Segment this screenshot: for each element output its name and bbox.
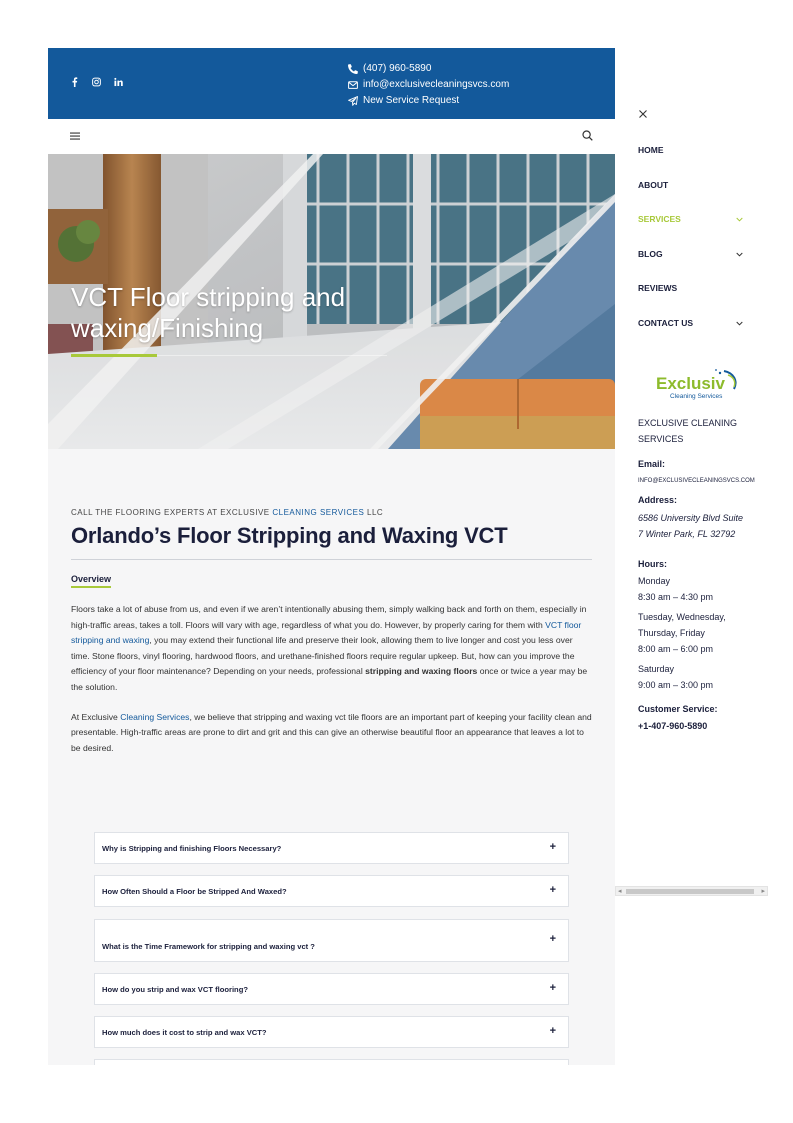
menu-item-contact-us[interactable]: CONTACT US [638,318,694,328]
chevron-down-icon[interactable] [736,252,743,257]
horizontal-scrollbar[interactable] [615,886,768,896]
hours-weekday-time: 8:00 am – 6:00 pm [638,644,714,654]
email-label: Email: [638,459,666,469]
plus-icon: + [549,982,556,994]
page-heading: Orlando’s Floor Stripping and Waxing VCT [71,523,508,548]
hours-saturday-time: 9:00 am – 3:00 pm [638,680,714,690]
paragraph-2 [71,710,592,757]
top-bar [48,48,615,119]
heading-divider [71,559,592,560]
hours-label: Hours: [638,559,667,569]
plus-icon: + [549,1025,556,1037]
logo-sub: Cleaning Services [670,393,723,400]
instagram-icon[interactable] [92,77,101,89]
eyebrow-link[interactable]: CLEANING SERVICES [272,508,365,517]
phone-icon [348,64,358,74]
customer-service-label: Customer Service: [638,704,718,714]
search-icon[interactable] [582,130,593,141]
page-frame [48,48,615,1065]
service-request-link[interactable]: New Service Request [363,95,460,106]
hours-weekday-days-2: Thursday, Friday [638,628,705,638]
tab-overview[interactable]: Overview [71,574,111,588]
facebook-icon[interactable] [70,77,79,89]
chevron-down-icon[interactable] [736,321,743,326]
faq-question: How Often Should a Floor be Stripped And Waxed? [102,887,287,896]
email-value[interactable]: INFO@EXCLUSIVECLEANINGSVCS.COM [638,478,755,484]
scrollbar-thumb[interactable] [626,889,754,894]
p2-b: , we believe that stripping and waxing vct tile floors are an important part of keeping your facility clean and presentable. High-traffic areas are prone to dirt and grit and this can give an otherwise beautiful floor an appearance that leaves a lot to be desired. [71,711,592,753]
scroll-right-icon[interactable]: ▸ [761,888,765,895]
company-logo[interactable] [654,367,748,403]
p1-bold: stripping and waxing floors [365,666,478,677]
eyebrow-pre: CALL THE FLOORING EXPERTS AT EXCLUSIVE [71,508,273,517]
eyebrow-text [71,508,592,517]
address-line-1: 6586 University Blvd Suite [638,513,744,523]
email-link[interactable]: info@exclusivecleaningsvcs.com [363,79,510,90]
envelope-icon [348,80,358,90]
faq-question: Why is Stripping and finishing Floors Necessary? [102,844,282,853]
contact-info [348,61,509,109]
p1-c: once or twice a year may be the solution. [71,666,588,692]
paragraph-1 [71,602,592,696]
cleaning-services-link[interactable]: Cleaning Services [120,711,190,722]
main-content [71,508,592,756]
faq-question: How much does it cost to strip and wax VCT? [102,1028,267,1037]
chevron-down-icon[interactable] [736,217,743,222]
hours-monday-day: Monday [638,576,671,586]
faq-item[interactable] [94,919,569,962]
hero-divider [157,355,387,356]
address-label: Address: [638,495,678,505]
phone-link[interactable]: (407) 960-5890 [363,63,432,74]
faq-item[interactable] [94,1016,569,1048]
hours-saturday-day: Saturday [638,664,675,674]
close-icon[interactable] [639,110,647,118]
plus-icon: + [549,884,556,896]
customer-service-phone[interactable]: +1-407-960-5890 [638,721,708,731]
vct-stripping-link[interactable]: VCT floor stripping and waxing [71,619,582,646]
p1-b: , you may extend their functional life and preserve their look, allowing them to live longer and cost you less over time. Stone floors, vinyl flooring, hardwood floors, and urethane-finished floors require regular upkeep. But, how can you improve the efficiency of your floor maintenance? Depending on your needs, professional [71,635,575,677]
menu-item-about[interactable]: ABOUT [638,180,669,190]
p2-a: At Exclusive [71,711,121,722]
hero-title: VCT Floor stripping and waxing/Finishing [71,282,346,343]
faq-item[interactable] [94,973,569,1005]
eyebrow-post: LLC [364,508,384,517]
menu-item-home[interactable]: HOME [638,145,664,155]
scroll-left-icon[interactable]: ◂ [618,888,622,895]
hours-monday-time: 8:30 am – 4:30 pm [638,592,714,602]
logo-word: Exclusiv [656,374,725,393]
faq-item[interactable] [94,832,569,864]
menu-item-blog[interactable]: BLOG [638,249,663,259]
company-name: EXCLUSIVE CLEANING SERVICES [638,418,738,444]
hero-banner [48,154,615,449]
hero-accent-bar [71,354,157,357]
social-links [70,77,123,89]
linkedin-icon[interactable] [114,77,123,89]
p1-a: Floors take a lot of abuse from us, and even if we aren’t intentionally abusing them, simply walking back and forth on them, especially in high-traffic areas, takes a toll. Floors will vary with age, regardless of what you do. However, by properly caring for them with [71,604,587,630]
plus-icon: + [549,933,556,945]
address-line-2: 7 Winter Park, FL 32792 [638,529,736,539]
faq-question: What is the Time Framework for stripping and waxing vct ? [102,942,315,951]
hours-weekday-days-1: Tuesday, Wednesday, [638,612,726,622]
paper-plane-icon [348,96,358,106]
plus-icon: + [549,841,556,853]
menu-item-services[interactable]: SERVICES [638,214,681,224]
faq-question: How do you strip and wax VCT flooring? [102,985,248,994]
hamburger-menu-icon[interactable] [70,131,80,141]
faq-item-partial[interactable] [94,1059,569,1065]
menu-item-reviews[interactable]: REVIEWS [638,283,678,293]
nav-bar [48,119,615,154]
faq-item[interactable] [94,875,569,907]
